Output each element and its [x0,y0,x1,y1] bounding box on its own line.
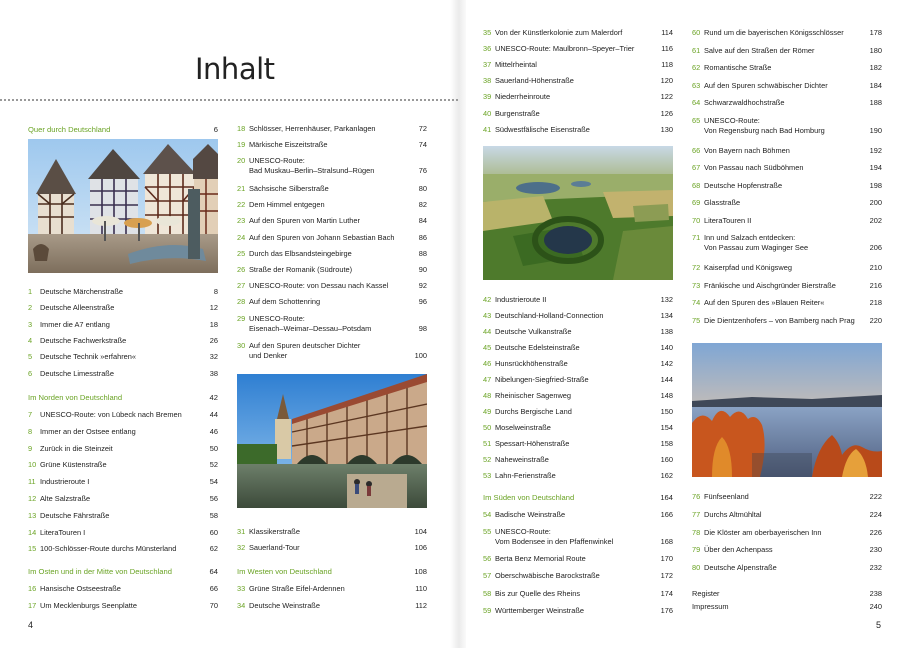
toc-entry-title: Alte Salzstraße [40,494,91,503]
toc-entry-title: Hunsrückhöhenstraße [495,359,568,368]
toc-entry-number: 8 [28,426,33,436]
toc-entry-number: 73 [692,280,701,290]
toc-entry-page: 180 [869,45,882,55]
toc-entry-title: Industrieroute II [495,295,547,304]
toc-entry-number: 7 [28,410,33,419]
toc-entry-page: 192 [869,145,882,155]
toc-column-4 [692,0,882,648]
toc-entry-number: 49 [483,407,492,416]
toc-entry-number: 5 [28,352,33,362]
toc-entry-title: Nibelungen-Siegfried-Straße [495,375,589,384]
toc-entry-page: 162 [660,471,673,480]
toc-entry-number: 72 [692,263,701,272]
toc-entry-page: 44 [209,410,218,419]
toc-entry-page: 148 [660,391,673,400]
toc-entry-title: Deutsche Hopfenstraße [704,180,783,190]
toc-entry-number: 6 [28,368,33,378]
toc-entry-number: 61 [692,45,701,55]
toc-entry-title: Industrieroute I [40,477,90,487]
toc-entry-page: 150 [660,407,673,416]
toc-entry-page: 174 [660,588,673,598]
toc-entry-title: Deutsche Limesstraße [40,368,114,378]
toc-entry-title-cont: Von Passau zum Waginger See [704,243,809,252]
photo-aerial-volcanic-lakes [483,146,673,280]
toc-entry-title: Dem Himmel entgegen [249,200,325,210]
toc-entry-title: Grüne Straße Eifel-Ardennen [249,584,345,593]
toc-entry-page: 142 [660,359,673,368]
toc-entry-title-cont: Bad Muskau–Berlin–Stralsund–Rügen [249,166,375,176]
toc-entry-title: Über den Achenpass [704,545,773,555]
toc-entry-number: 19 [237,140,246,150]
toc-entry-number: 74 [692,298,701,307]
toc-entry-title: Niederrheinroute [495,92,551,102]
toc-entry-page: 202 [869,215,882,225]
toc-entry-page: 46 [209,426,218,436]
toc-entry-number: 48 [483,391,492,400]
toc-entry-number: 3 [28,319,33,329]
photo-autumn-lake [692,343,882,477]
toc-entry-number: 10 [28,460,37,470]
toc-entry-page: 50 [209,443,218,453]
toc-entry-number: 14 [28,527,37,537]
toc-entry-title: Kaiserpfad und Königsweg [704,263,792,272]
toc-entry-title: UNESCO-Route: Maulbronn–Speyer–Trier [495,44,635,54]
toc-entry-title: Naheweinstraße [495,455,549,464]
toc-entry-number: 17 [28,600,37,610]
toc-entry-title: LiteraTouren II [704,215,752,225]
toc-entry-number: 31 [237,527,246,536]
toc-entry-page: 168 [660,537,673,547]
toc-entry-title: Klassikerstraße [249,527,300,536]
toc-entry-title: Deutsche Fährstraße [40,510,110,520]
toc-entry-page: 218 [869,298,882,307]
toc-entry-page: 12 [209,303,218,313]
toc-entry-number: 59 [483,605,492,615]
toc-entry-title-cont: Eisenach–Weimar–Dessau–Potsdam [249,323,372,333]
toc-entry-number: 42 [483,295,492,304]
toc-entry-title: Salve auf den Straßen der Römer [704,45,815,55]
toc-entry-number: 55 [483,527,492,537]
toc-entry-page: 118 [661,60,673,70]
toc-entry-title-cont: Vom Bodensee in den Pfaffenwinkel [495,537,614,547]
toc-entry-title: Badische Weinstraße [495,510,566,519]
toc-entry-title: Von Bayern nach Böhmen [704,145,790,155]
toc-entry-page: 84 [418,216,427,226]
toc-entry-page: 226 [869,527,882,537]
toc-entry-title: Deutsche Alleenstraße [40,303,115,313]
toc-entry-page: 160 [660,455,673,464]
toc-entry-title: Durchs Bergische Land [495,407,572,416]
toc-entry-page: 70 [209,600,218,610]
toc-entry-title: Straße der Romanik (Südroute) [249,264,353,274]
toc-entry-title: Deutsche Edelsteinstraße [495,343,580,352]
toc-entry-title: Württemberger Weinstraße [495,605,584,615]
toc-entry-title: Fünfseenland [704,492,749,501]
toc-entry-title: Deutsche Alpenstraße [704,563,777,573]
toc-entry-title: UNESCO-Route: [249,313,305,323]
page-title: Inhalt [195,52,275,86]
toc-entry-number: 24 [237,232,246,242]
toc-column-2 [237,0,427,648]
toc-entry-title: 100-Schlösser-Route durchs Münsterland [40,544,177,554]
section-heading[interactable]: Im Westen von Deutschland 108 [237,567,427,576]
toc-entry-number: 34 [237,600,246,610]
toc-entry-number: 76 [692,492,701,501]
toc-entry-number: 75 [692,315,701,325]
toc-entry-page: 62 [209,544,218,554]
toc-entry-number: 41 [483,124,492,134]
section-heading[interactable]: Im Osten und in der Mitte von Deutschland 64 [28,567,218,576]
toc-entry-page: 38 [209,368,218,378]
toc-entry-page: 158 [660,439,673,448]
toc-entry-title: Auf dem Schottenring [249,297,321,307]
toc-entry-title-cont: Von Regensburg nach Bad Homburg [704,125,825,135]
toc-entry-page: 92 [418,281,427,291]
toc-entry-page: 216 [869,280,882,290]
toc-entry-number: 37 [483,60,492,70]
toc-entry-title: Auf den Spuren von Johann Sebastian Bach [249,232,395,242]
toc-entry-number: 51 [483,439,492,448]
toc-entry-number: 15 [28,544,37,554]
toc-entry-page: 74 [418,140,427,150]
toc-entry-number: 71 [692,233,701,242]
toc-entry-number: 26 [237,264,246,274]
toc-entry-number: 45 [483,343,492,352]
section-heading[interactable]: Quer durch Deutschland 6 [28,125,218,134]
toc-entry-title: Deutschland-Holland-Connection [495,311,604,320]
photo-bridge-houses [237,374,427,508]
toc-entry-page: 90 [418,264,427,274]
toc-entry-page: 116 [661,44,673,54]
toc-entry-page: 106 [414,543,427,552]
toc-entry-number: 35 [483,28,492,37]
toc-entry-page: 52 [209,460,218,470]
toc-entry-page: 154 [660,423,673,432]
toc-entry-number: 23 [237,216,246,226]
toc-entry-page: 18 [209,319,218,329]
toc-entry-page: 98 [418,323,427,333]
toc-entry-number: 20 [237,156,246,166]
toc-entry-title: Spessart-Höhenstraße [495,439,570,448]
toc-entry-page: 72 [418,124,427,133]
toc-entry-page: 100 [414,351,427,360]
toc-entry-number: 27 [237,281,246,291]
toc-entry-page: 178 [869,28,882,37]
toc-entry-title: Mittelrheintal [495,60,537,70]
toc-entry-page: 112 [415,600,427,610]
toc-entry-number: 32 [237,543,246,552]
toc-entry-title: Romantische Straße [704,63,772,72]
toc-entry-number: 18 [237,124,246,133]
toc-entry-page: 222 [869,492,882,501]
toc-entry-number: 46 [483,359,492,368]
toc-entry-title: Durchs Altmühltal [704,509,762,519]
toc-entry-page: 206 [869,243,882,252]
toc-entry-number: 16 [28,584,37,593]
toc-entry-number: 68 [692,180,701,190]
toc-entry-page: 8 [213,287,218,296]
section-heading[interactable]: Im Norden von Deutschland 42 [28,393,218,402]
toc-entry-number: 21 [237,183,246,193]
toc-entry-page: 76 [418,166,427,176]
toc-entry-page: 80 [418,183,427,193]
toc-entry-page: 114 [661,28,673,37]
toc-entry-page: 220 [869,315,882,325]
toc-entry-page: 88 [418,248,427,258]
toc-entry-number: 65 [692,115,701,125]
toc-entry-title: Immer an der Ostsee entlang [40,426,136,436]
toc-entry-page: 138 [660,327,673,336]
toc-entry-number: 1 [28,287,33,296]
toc-entry-number: 78 [692,527,701,537]
toc-entry-page: 166 [660,510,673,519]
toc-entry-title: Schwarzwaldhochstraße [704,98,785,107]
toc-entry-title: Rheinischer Sagenweg [495,391,572,400]
toc-entry-title: Durch das Elbsandsteingebirge [249,248,352,258]
toc-entry-title: Burgenstraße [495,108,540,118]
toc-entry-number: 60 [692,28,701,37]
toc-entry-title: Moselweinstraße [495,423,551,432]
toc-entry-title: UNESCO-Route: [249,156,305,166]
toc-entry-title: Hansische Ostseestraße [40,584,121,593]
toc-entry-number: 50 [483,423,492,432]
toc-entry-page: 172 [660,571,673,581]
toc-entry-page: 86 [418,232,427,242]
toc-entry-page: 184 [869,80,882,90]
toc-entry-title: Die Dientzenhofers – von Bamberg nach Prag [704,315,855,325]
toc-entry-title: Immer die A7 entlang [40,319,110,329]
toc-entry-number: 39 [483,92,492,102]
toc-entry-number: 43 [483,311,492,320]
toc-entry-title: Deutsche Technik »erfahren« [40,352,137,362]
toc-entry-page: 54 [209,477,218,487]
toc-entry-number: 53 [483,471,492,480]
toc-entry-page: 170 [660,554,673,564]
toc-entry-title: Märkische Eiszeitstraße [249,140,328,150]
toc-entry-page: 134 [660,311,673,320]
toc-entry-title: Sächsische Silberstraße [249,183,329,193]
toc-entry-number: 33 [237,584,246,593]
toc-entry-number: 36 [483,44,492,54]
toc-entry-number: 70 [692,215,701,225]
toc-entry-page: 210 [869,263,882,272]
toc-entry-number: 77 [692,509,701,519]
toc-entry-page: 194 [869,163,882,172]
toc-entry-title: Oberschwäbische Barockstraße [495,571,600,581]
toc-entry-page: 110 [415,584,427,593]
toc-entry-number: 25 [237,248,246,258]
toc-entry-page: 140 [660,343,673,352]
toc-entry-page: 60 [209,527,218,537]
toc-entry-page: 56 [209,494,218,503]
toc-entry-title: UNESCO-Route: [495,527,551,537]
toc-entry-title: Um Mecklenburgs Seenplatte [40,600,137,610]
toc-entry-number: 63 [692,80,701,90]
toc-entry-title: Berta Benz Memorial Route [495,554,586,564]
toc-entry-page: 104 [414,527,427,536]
toc-entry-title: Rund um die bayerischen Königsschlösser [704,28,844,37]
toc-entry-number: 66 [692,145,701,155]
toc-entry-number: 38 [483,76,492,86]
page-number-right: 5 [876,620,882,630]
toc-entry-number: 40 [483,108,492,118]
toc-entry-page: 66 [209,584,218,593]
toc-entry-page: 120 [660,76,673,86]
toc-entry-title: Südwestfälische Eisenstraße [495,124,590,134]
toc-entry-title: Lahn-Ferienstraße [495,471,556,480]
toc-entry-number: 67 [692,163,701,172]
toc-entry-title: Deutsche Vulkanstraße [495,327,572,336]
toc-entry-number: 80 [692,563,701,573]
section-heading[interactable]: Im Süden von Deutschland 164 [483,493,673,502]
toc-entry-number: 29 [237,313,246,323]
toc-entry-title: Schlösser, Herrenhäuser, Parkanlagen [249,124,376,133]
toc-entry-title: Glasstraße [704,198,741,207]
toc-column-1-list [28,0,218,648]
toc-column-3 [483,0,673,648]
toc-entry-number: 57 [483,571,492,581]
toc-entry-number: 79 [692,545,701,555]
toc-entry-number: 52 [483,455,492,464]
toc-entry-number: 69 [692,198,701,207]
toc-entry-number: 44 [483,327,492,336]
toc-entry-title: Deutsche Fachwerkstraße [40,335,127,345]
toc-entry-title: Sauerland-Tour [249,543,300,552]
toc-entry-page: 230 [869,545,882,555]
toc-entry-title: Grüne Küstenstraße [40,460,107,470]
toc-entry-title: Die Klöster am oberbayerischen Inn [704,527,822,537]
toc-entry-page: 144 [660,375,673,384]
toc-entry-page: 58 [209,510,218,520]
toc-entry-page: 96 [418,297,427,307]
toc-entry-title: UNESCO-Route: [704,115,760,125]
toc-entry-number: 64 [692,98,701,107]
toc-entry-number: 30 [237,341,246,350]
toc-entry-number: 4 [28,335,33,345]
toc-entry-title: Auf den Spuren von Martin Luther [249,216,360,226]
toc-entry-title: Von Passau nach Südböhmen [704,163,804,172]
toc-entry-page: 176 [660,605,673,615]
toc-entry-title: Fränkische und Aischgründer Bierstraße [704,280,836,290]
toc-entry-number: 2 [28,303,33,313]
toc-entry-title: Deutsche Weinstraße [249,600,320,610]
toc-entry-number: 28 [237,297,246,307]
toc-entry-page: 26 [209,335,218,345]
toc-entry-number: 22 [237,200,246,210]
toc-entry-number: 12 [28,494,37,503]
toc-entry-page: 82 [418,200,427,210]
toc-entry-title-cont: und Denker [249,351,288,360]
toc-entry-title: UNESCO-Route: von Lübeck nach Bremen [40,410,182,419]
toc-entry-number: 47 [483,375,492,384]
toc-entry-number: 54 [483,510,492,519]
toc-entry-title: LiteraTouren I [40,527,86,537]
toc-entry-title: UNESCO-Route: von Dessau nach Kassel [249,281,389,291]
page-number-left: 4 [28,620,34,630]
toc-entry-title: Von der Künstlerkolonie zum Malerdorf [495,28,623,37]
toc-entry-number: 9 [28,443,33,453]
toc-entry-page: 132 [660,295,673,304]
toc-entry-page: 188 [869,98,882,107]
toc-entry-number: 62 [692,63,701,72]
toc-entry-title: Auf den Spuren des »Blauen Reiter« [704,298,825,307]
toc-entry-page: 200 [869,198,882,207]
toc-entry-number: 58 [483,588,492,598]
toc-entry-page: 232 [869,563,882,573]
toc-entry-title: Bis zur Quelle des Rheins [495,588,581,598]
toc-entry-page: 190 [869,125,882,135]
toc-entry-title: Zurück in die Steinzeit [40,443,113,453]
book-gutter [450,0,466,648]
toc-entry-number: 13 [28,510,37,520]
toc-register[interactable]: Register 238 [692,589,882,598]
toc-entry-title: Inn und Salzach entdecken: [704,233,796,242]
toc-impressum[interactable]: Impressum 240 [692,602,882,611]
toc-entry-title: Auf den Spuren schwäbischer Dichter [704,80,828,90]
toc-entry-page: 182 [869,63,882,72]
toc-entry-page: 126 [660,108,673,118]
toc-entry-page: 32 [209,352,218,362]
toc-entry-page: 130 [660,124,673,134]
toc-entry-number: 56 [483,554,492,564]
toc-entry-title: Deutsche Märchenstraße [40,287,123,296]
toc-entry-page: 224 [869,509,882,519]
toc-entry-page: 122 [660,92,673,102]
toc-entry-number: 11 [28,477,36,487]
toc-entry-title: Sauerland-Höhenstraße [495,76,574,86]
toc-entry-page: 198 [869,180,882,190]
toc-entry-title: Auf den Spuren deutscher Dichter [249,341,361,350]
